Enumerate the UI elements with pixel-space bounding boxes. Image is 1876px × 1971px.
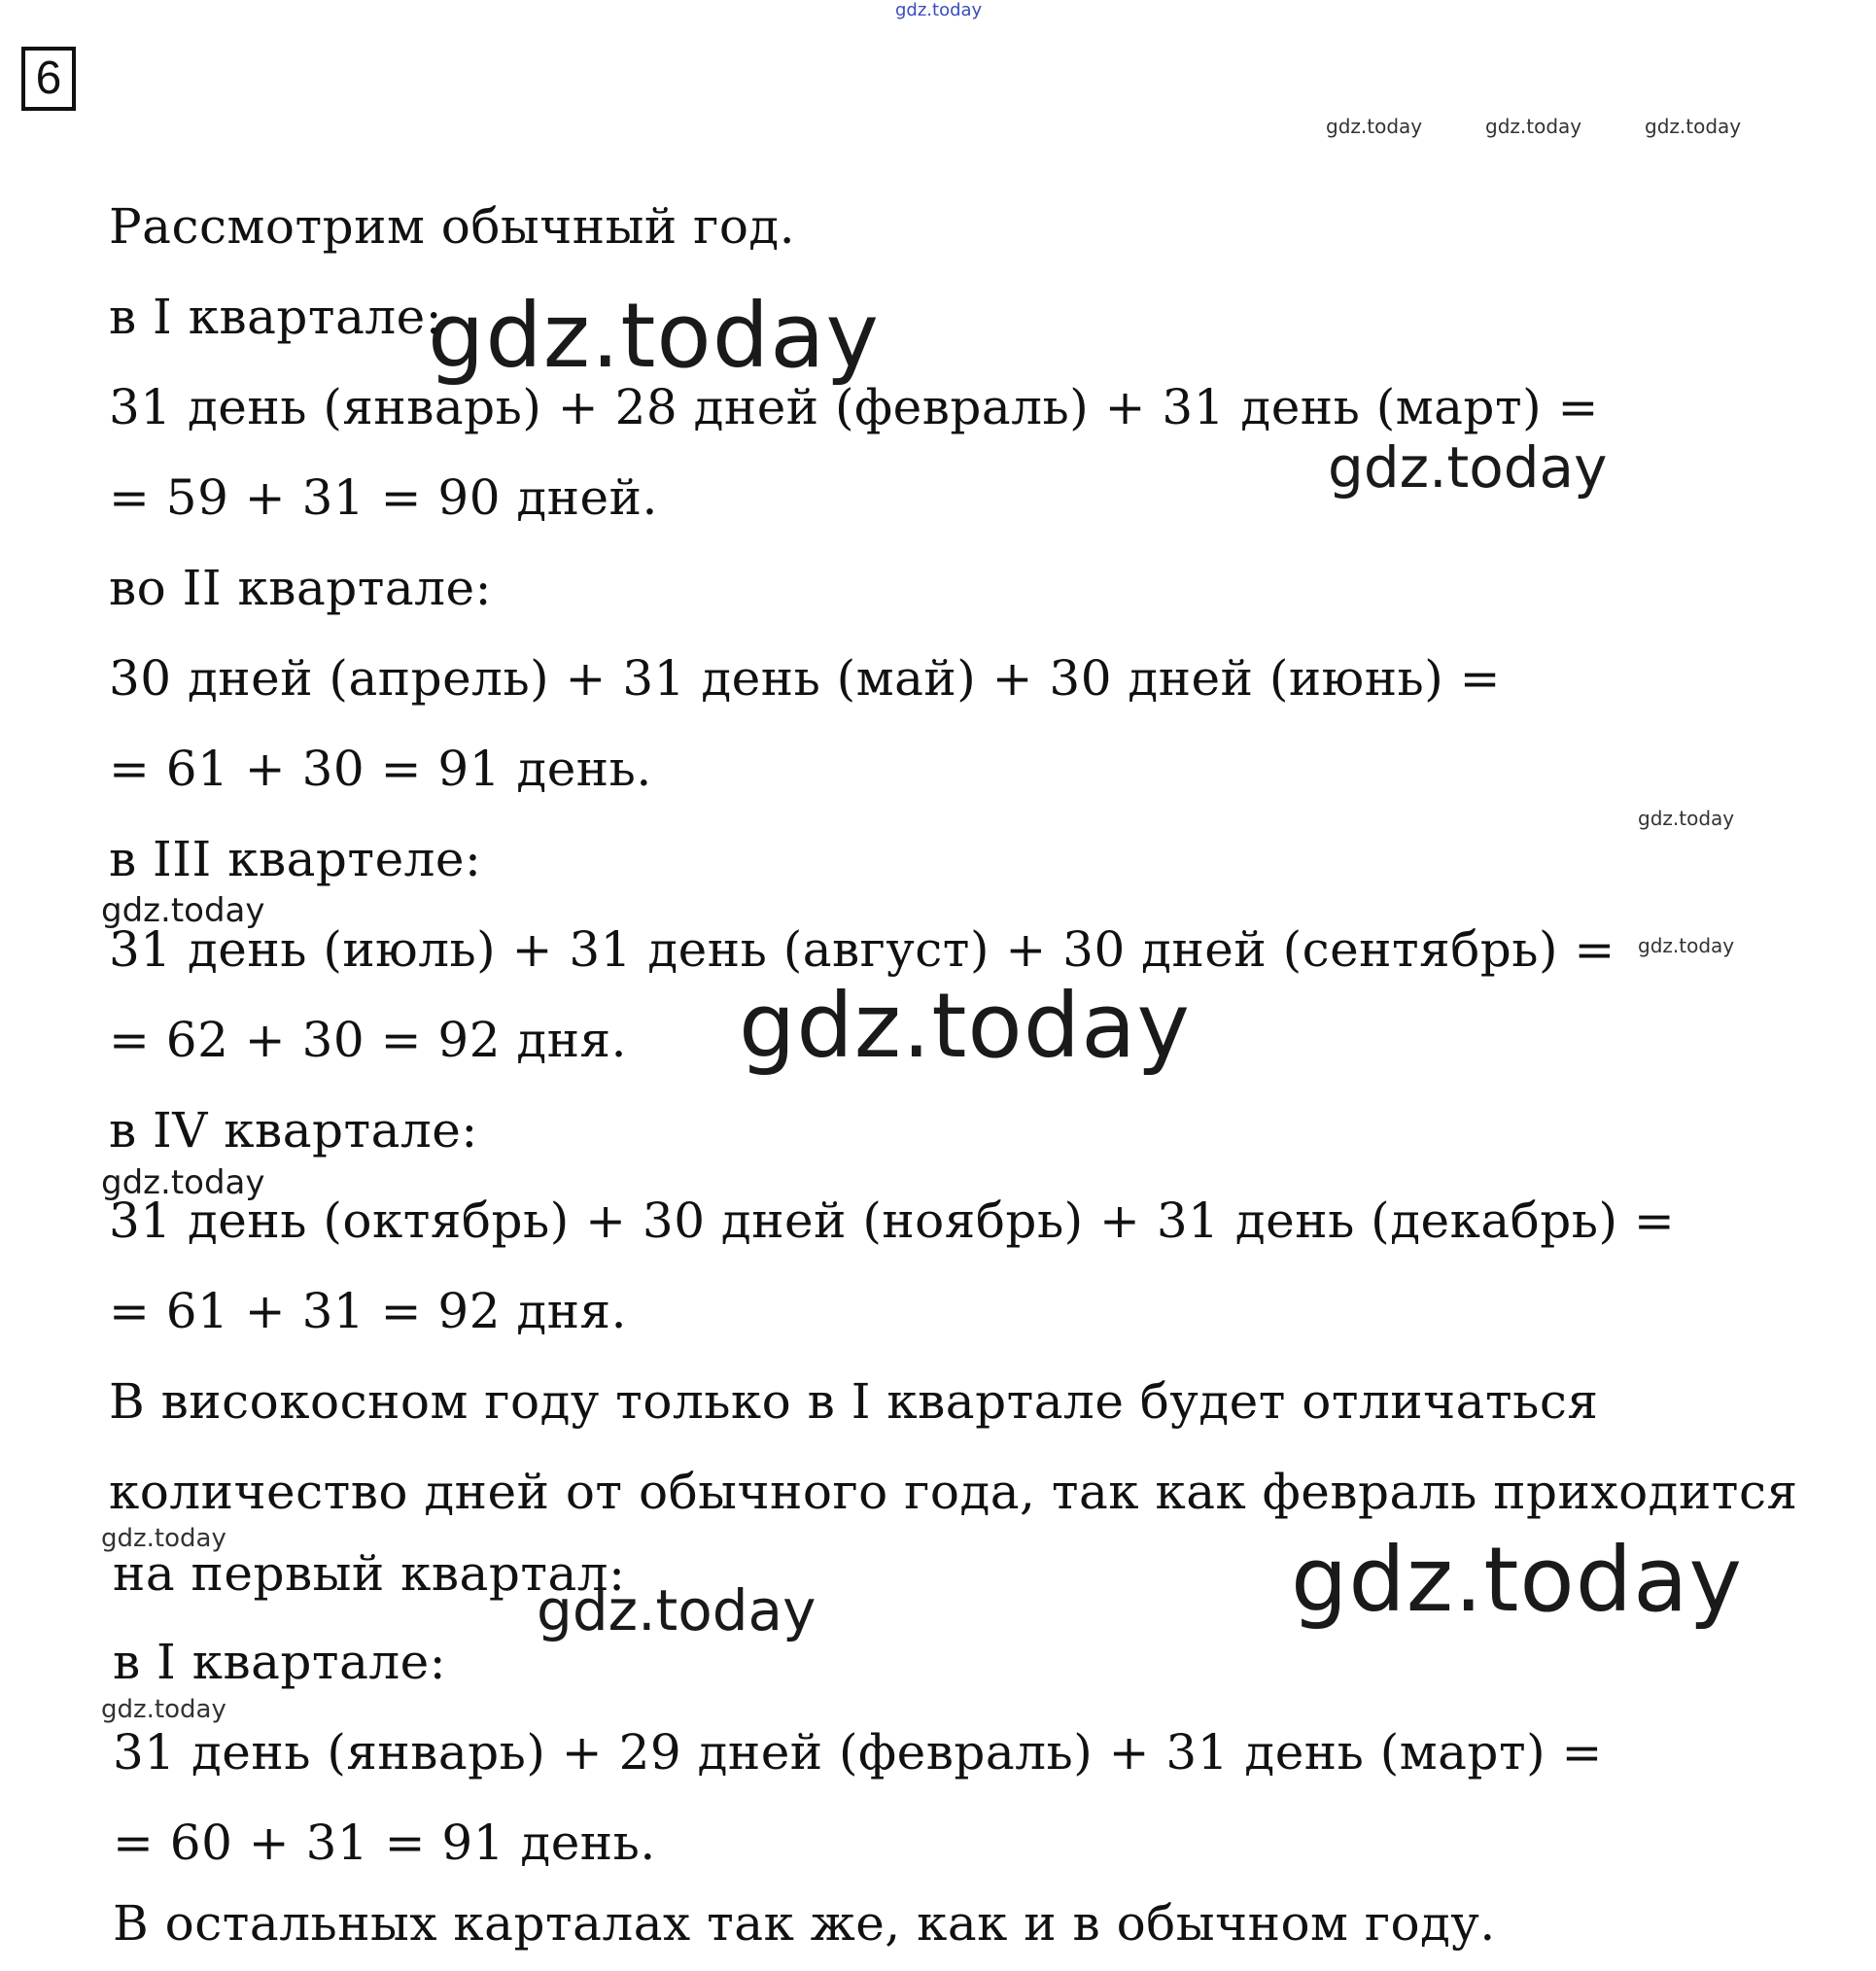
text-line-11: в IV квартале:: [109, 1102, 478, 1158]
text-line-20: В остальных карталах так же, как и в обычном году.: [113, 1895, 1496, 1952]
watermark-large-3: gdz.today: [1291, 1528, 1743, 1632]
text-line-12: 31 день (октябрь) + 30 дней (ноябрь) + 31 день (декабрь) =: [109, 1193, 1676, 1249]
text-line-3: 31 день (январь) + 28 дней (февраль) + 31 день (март) =: [109, 379, 1599, 435]
watermark-top: gdz.today: [895, 0, 983, 20]
watermark-left-3: gdz.today: [101, 1524, 226, 1553]
text-line-1: Рассмотрим обычный год.: [109, 198, 796, 255]
text-line-9: 31 день (июль) + 31 день (август) + 30 дней (сентябрь) =: [109, 921, 1615, 978]
text-line-5: во II квартале:: [109, 560, 492, 616]
watermark-medium-2: gdz.today: [537, 1577, 816, 1643]
watermark-large-2: gdz.today: [739, 974, 1191, 1078]
text-line-15: количество дней от обычного года, так как февраль приходится: [109, 1464, 1798, 1520]
text-line-4: = 59 + 31 = 90 дней.: [109, 469, 658, 526]
text-line-18: 31 день (январь) + 29 дней (февраль) + 31 день (март) =: [113, 1724, 1603, 1781]
watermark-left-1: gdz.today: [101, 891, 265, 930]
watermark-large-1: gdz.today: [428, 284, 880, 388]
text-line-8: в III квартеле:: [109, 831, 482, 887]
watermark-medium-1: gdz.today: [1328, 434, 1608, 501]
text-line-14: В високосном году только в I квартале будет отличаться: [109, 1373, 1599, 1430]
text-line-10: = 62 + 30 = 92 дня.: [109, 1012, 627, 1068]
text-line-6: 30 дней (апрель) + 31 день (май) + 30 дней (июнь) =: [109, 650, 1502, 707]
text-line-19: = 60 + 31 = 91 день.: [113, 1815, 656, 1871]
watermark-small-4: gdz.today: [1638, 807, 1735, 830]
watermark-small-1: gdz.today: [1326, 115, 1423, 138]
text-line-7: = 61 + 30 = 91 день.: [109, 741, 652, 797]
text-line-2: в I квартале:: [109, 289, 443, 345]
watermark-small-5: gdz.today: [1638, 934, 1735, 957]
watermark-small-2: gdz.today: [1485, 115, 1582, 138]
watermark-left-4: gdz.today: [101, 1695, 226, 1724]
watermark-small-3: gdz.today: [1645, 115, 1742, 138]
task-number-box: 6: [21, 47, 76, 111]
watermark-left-2: gdz.today: [101, 1163, 265, 1202]
text-line-17: в I квартале:: [113, 1634, 447, 1690]
text-line-13: = 61 + 31 = 92 дня.: [109, 1283, 627, 1339]
text-line-16: на первый квартал:: [113, 1545, 626, 1602]
